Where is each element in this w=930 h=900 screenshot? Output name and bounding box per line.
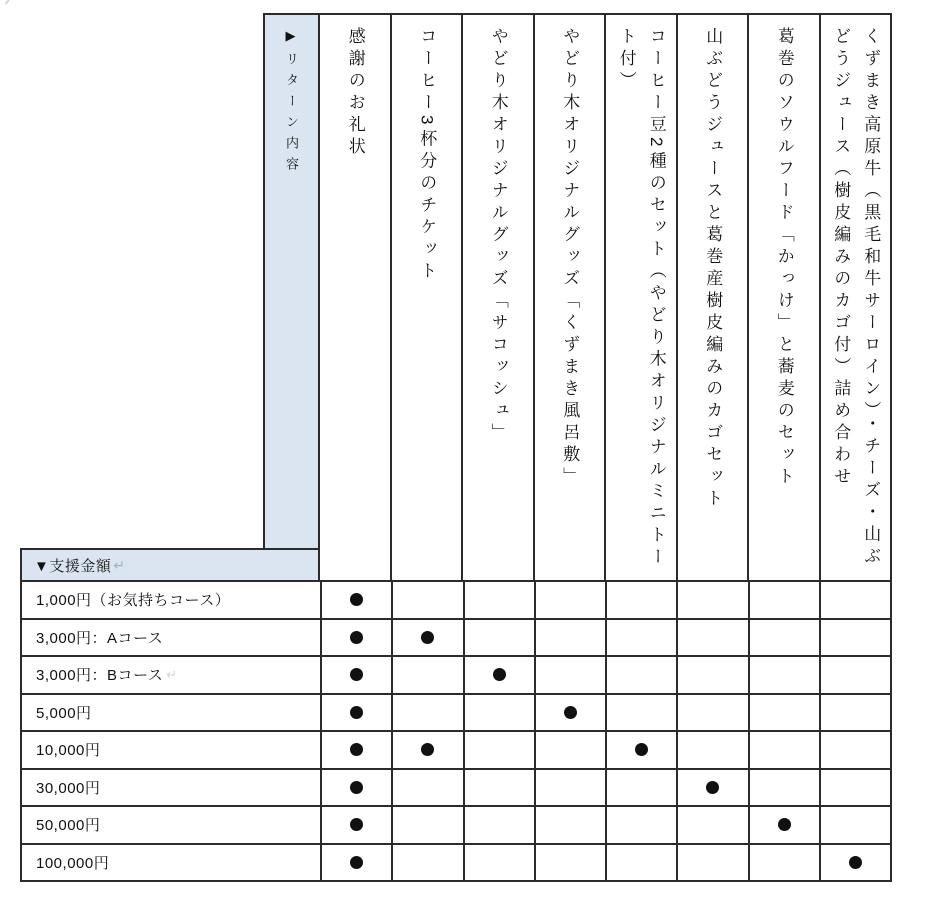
support-amount-cell: [22, 732, 322, 768]
matrix-cell: [750, 620, 821, 656]
matrix-cell: [821, 657, 892, 693]
support-amount-label: 3,000円：Bコース: [36, 667, 164, 685]
matrix-cell: [322, 732, 393, 768]
matrix-grid: [20, 580, 892, 882]
support-amount-label: 1,000円（お気持ちコース）: [36, 592, 231, 610]
matrix-cell: [322, 770, 393, 806]
support-amount-cell: [22, 582, 322, 618]
matrix-cell: [750, 582, 821, 618]
matrix-cell: [322, 845, 393, 881]
matrix-cell: [821, 582, 892, 618]
matrix-cell: [678, 620, 749, 656]
reward-column-title: コーヒー3杯分のチケット: [417, 27, 437, 284]
matrix-cell: [465, 770, 536, 806]
matrix-cell: [607, 807, 678, 843]
matrix-cell: [465, 657, 536, 693]
reward-dot: [706, 781, 719, 794]
matrix-cell: [322, 807, 393, 843]
matrix-cell: [536, 845, 607, 881]
reward-column-header: [463, 15, 535, 580]
matrix-cell: [750, 845, 821, 881]
table-row: [22, 695, 892, 733]
reward-dot: [564, 706, 577, 719]
table-row: [22, 657, 892, 695]
reward-column-header: [821, 15, 893, 580]
matrix-cell: [536, 695, 607, 731]
matrix-cell: [465, 582, 536, 618]
reward-column-title: やどり木オリジナルグッズ「サコッシュ」: [488, 27, 508, 445]
support-amount-cell: [22, 657, 322, 693]
matrix-cell: [536, 620, 607, 656]
reward-column-header: [535, 15, 607, 580]
reward-column-title: 葛巻のソウルフード「かっけ」と蕎麦のセット: [774, 27, 794, 489]
support-amount-cell: [22, 770, 322, 806]
table-row: [22, 620, 892, 658]
matrix-cell: [678, 732, 749, 768]
matrix-cell: [536, 770, 607, 806]
matrix-cell: [678, 695, 749, 731]
matrix-cell: [750, 770, 821, 806]
reward-dot: [350, 856, 363, 869]
reward-column-title: 山ぶどうジュースと葛巻産樹皮編みのカゴセット: [703, 27, 723, 511]
matrix-cell: [322, 620, 393, 656]
reward-dot: [350, 706, 363, 719]
matrix-cell: [393, 845, 464, 881]
reward-dot: [635, 743, 648, 756]
reward-dot: [350, 818, 363, 831]
return-mark-icon: ↵: [113, 556, 126, 573]
matrix-cell: [821, 807, 892, 843]
matrix-cell: [393, 732, 464, 768]
reward-column-title: コーヒー豆2種のセット（やどり木オリジナルミニトート付）: [616, 27, 666, 570]
matrix-cell: [607, 657, 678, 693]
reward-column-title: やどり木オリジナルグッズ「くずまき風呂敷」: [560, 27, 580, 489]
matrix-cell: [322, 657, 393, 693]
support-amount-cell: [22, 695, 322, 731]
matrix-cell: [678, 770, 749, 806]
matrix-cell: [607, 770, 678, 806]
matrix-cell: [750, 695, 821, 731]
matrix-cell: [821, 620, 892, 656]
matrix-cell: [393, 695, 464, 731]
matrix-cell: [750, 657, 821, 693]
reward-dot: [350, 593, 363, 606]
matrix-cell: [393, 582, 464, 618]
corner-area: [20, 13, 320, 580]
matrix-cell: [536, 582, 607, 618]
table-row: [22, 582, 892, 620]
matrix-cell: [465, 807, 536, 843]
reward-column-header: [606, 15, 678, 580]
support-amount-label: 100,000円: [36, 854, 110, 872]
stray-mark: [5, 0, 20, 10]
matrix-cell: [821, 695, 892, 731]
reward-column-title: 感謝のお礼状: [345, 27, 365, 159]
table-row: [22, 732, 892, 770]
reward-dot: [849, 856, 862, 869]
matrix-cell: [607, 845, 678, 881]
matrix-cell: [678, 582, 749, 618]
matrix-cell: [821, 732, 892, 768]
matrix-cell: [465, 695, 536, 731]
matrix-cell: [393, 770, 464, 806]
matrix-cell: [536, 657, 607, 693]
table-row: [22, 807, 892, 845]
support-amount-label: 50,000円: [36, 817, 101, 835]
matrix-cell: [607, 620, 678, 656]
return-contents-header: [263, 13, 320, 548]
matrix-cell: [821, 770, 892, 806]
support-amount-label: 30,000円: [36, 779, 101, 797]
matrix-cell: [678, 807, 749, 843]
reward-column-header: [392, 15, 464, 580]
matrix-cell: [465, 845, 536, 881]
reward-dot: [350, 743, 363, 756]
matrix-cell: [393, 807, 464, 843]
support-amount-header: [20, 548, 320, 580]
faint-return-mark-icon: ↵: [166, 666, 178, 682]
matrix-cell: [393, 620, 464, 656]
matrix-cell: [607, 732, 678, 768]
matrix-cell: [750, 807, 821, 843]
reward-column-header: [678, 15, 750, 580]
table-row: [22, 770, 892, 808]
reward-dot: [421, 743, 434, 756]
matrix-cell: [607, 582, 678, 618]
matrix-cell: [322, 582, 393, 618]
support-amount-cell: [22, 620, 322, 656]
reward-matrix-table: [20, 13, 892, 882]
matrix-cell: [536, 732, 607, 768]
matrix-cell: [536, 807, 607, 843]
support-amount-cell: [22, 845, 322, 881]
reward-column-header: [320, 15, 392, 580]
support-amount-label: 5,000円: [36, 704, 92, 722]
support-amount-header-label: ▼支援金額: [34, 557, 112, 575]
matrix-cell: [678, 657, 749, 693]
reward-dot: [421, 631, 434, 644]
matrix-cell: [465, 732, 536, 768]
reward-dot: [350, 781, 363, 794]
reward-column-header: [749, 15, 821, 580]
support-amount-label: 10,000円: [36, 742, 101, 760]
table-row: [22, 845, 892, 883]
matrix-cell: [678, 845, 749, 881]
support-amount-label: 3,000円：Aコース: [36, 629, 164, 647]
reward-dot: [493, 668, 506, 681]
support-amount-cell: [22, 807, 322, 843]
matrix-cell: [821, 845, 892, 881]
reward-dot: [350, 631, 363, 644]
matrix-cell: [607, 695, 678, 731]
matrix-cell: [322, 695, 393, 731]
matrix-cell: [750, 732, 821, 768]
return-contents-label: ▶リターン内容: [284, 29, 299, 178]
reward-dot: [778, 818, 791, 831]
reward-dot: [350, 668, 363, 681]
matrix-cell: [465, 620, 536, 656]
matrix-cell: [393, 657, 464, 693]
reward-column-headers: [320, 13, 892, 580]
reward-column-title: くずまき高原牛（黒毛和牛サーロイン）・チーズ・山ぶどうジュース（樹皮編みのカゴ付）詰め合わせ: [831, 27, 881, 569]
